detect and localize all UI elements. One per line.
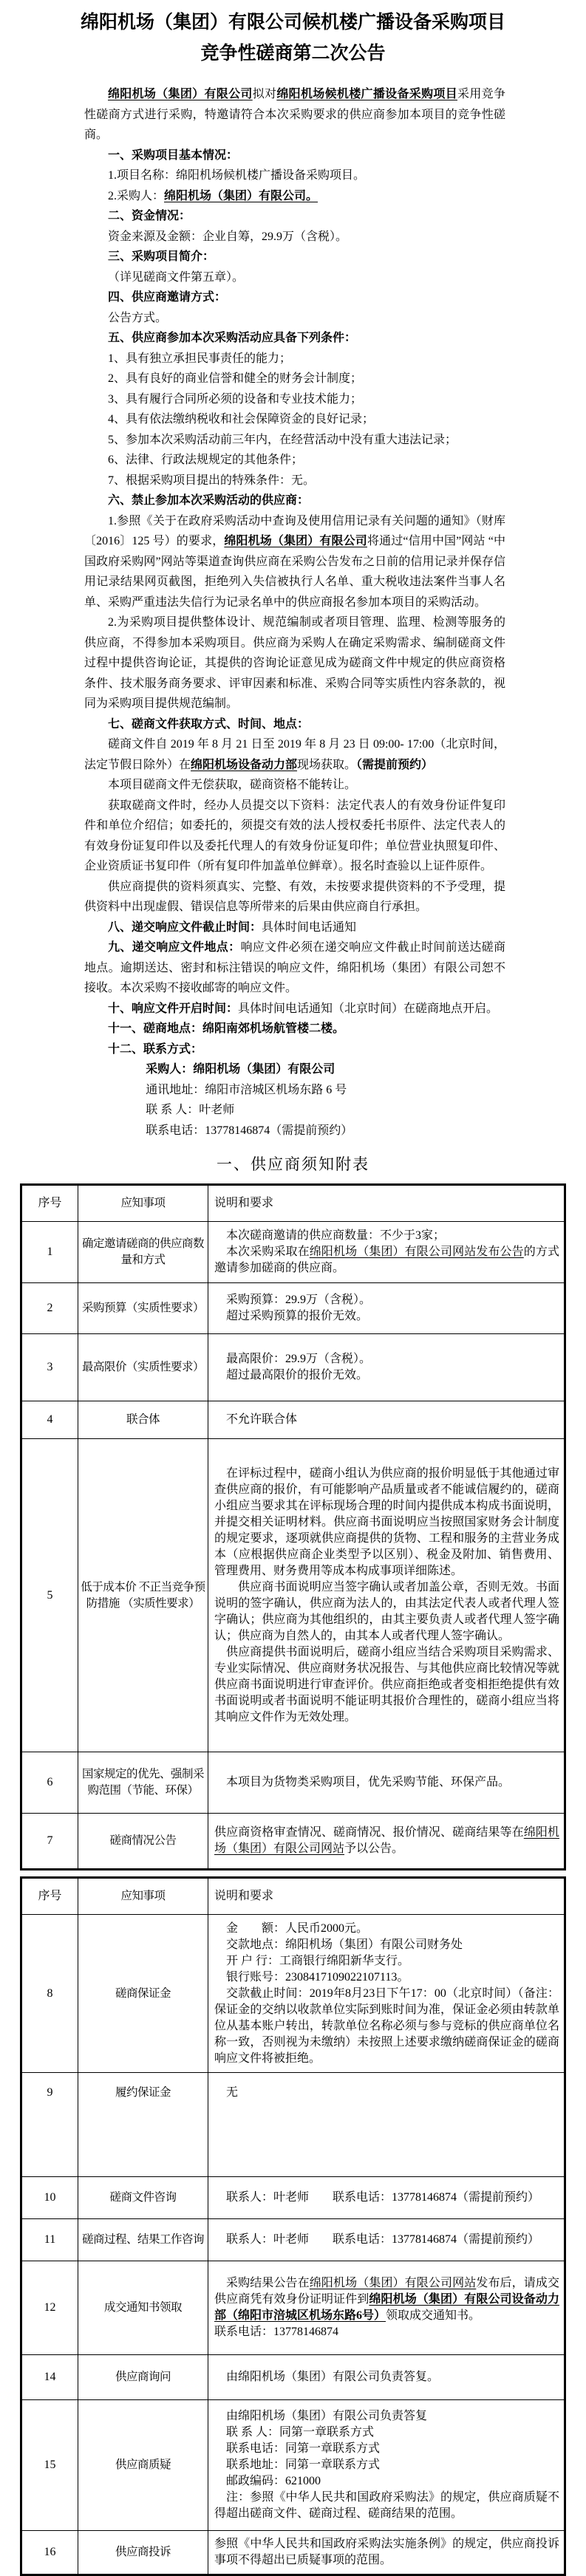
text-segment: 获取磋商文件时，经办人员提交以下资料：法定代表人的有效身份证件复印件和单位介绍信；如委托的，须提交有效的法人授权委托书原件、法定代表人的有效身份证复印件以及委托代理人的有效身份证复印件；单位营业执照复印件、企业资质证书复印件（所有复印件加盖单位鲜章）。报名时查验以上证件原件。 <box>84 799 505 872</box>
row-number: 5 <box>21 1439 78 1752</box>
row-requirements <box>208 2531 565 2575</box>
title-line-1: 绵阳机场（集团）有限公司候机楼广播设备采购项目 <box>80 13 505 33</box>
row-number: 1 <box>21 1222 78 1283</box>
paragraph <box>84 1039 505 1060</box>
table-row <box>21 1915 565 2073</box>
paragraph <box>214 1466 559 1579</box>
paragraph <box>84 796 505 877</box>
row-number: 7 <box>21 1814 78 1870</box>
supplier-notice-table-2 <box>20 1876 566 2576</box>
text-segment: 本次磋商邀请的供应商数量：不少于3家； <box>226 1229 446 1242</box>
text-segment: 磋商文件自 2019 年 8 月 21 日至 2019 年 8 月 23 日 09:00- 17:00（北京时间，法定节假日除外）在 <box>84 738 505 771</box>
paragraph <box>214 1367 559 1384</box>
row-number: 11 <box>21 2219 78 2261</box>
paragraph <box>214 1308 559 1325</box>
text-segment: 联系人：叶老师 联系电话：13778146874（需提前预约） <box>226 2191 540 2204</box>
row-requirements <box>208 1915 565 2073</box>
column-header: 应知事项 <box>78 1878 208 1915</box>
text-segment: 联 系 人：叶老师 <box>146 1104 235 1116</box>
paragraph <box>214 2408 559 2425</box>
row-item-label: 联合体 <box>78 1401 208 1439</box>
paragraph <box>214 1969 559 1986</box>
paragraph <box>84 287 505 308</box>
row-requirements <box>208 1401 565 1439</box>
text-segment: （详见磋商文件第五章）。 <box>108 270 245 284</box>
row-requirements <box>208 1814 565 1870</box>
row-item-label: 磋商保证金 <box>78 1915 208 2073</box>
text-segment: 由绵阳机场（集团）有限公司负责答复。 <box>226 2371 440 2383</box>
paragraph <box>214 2190 559 2206</box>
text-segment: 采购预算：29.9万（含税）。 <box>226 1294 372 1306</box>
text-segment: 八、递交响应文件截止时间： <box>108 920 262 934</box>
paragraph <box>214 1412 559 1428</box>
paragraph <box>214 1351 559 1367</box>
row-requirements <box>208 1752 565 1814</box>
table-row <box>21 2531 565 2575</box>
text-segment: 现场获取。 <box>297 758 357 771</box>
paragraph <box>84 1121 505 1141</box>
text-segment: 本项目为货物类采购项目，优先采购节能、环保产品。 <box>226 1776 511 1788</box>
paragraph <box>214 1953 559 1969</box>
text-segment: 供应商书面说明应当签字确认或者加盖公章，否则无效。书面说明的签字确认，供应商为法人的，由其法定代表人或者代理人签字确认；供应商为其他组织的，由其主要负责人或者代理人签字确认；供应商为自然人的，由其本人或者代理人签字确认。 <box>214 1580 559 1642</box>
paragraph <box>84 328 505 349</box>
text-segment: 九、递交响应文件地点： <box>108 941 241 954</box>
row-number: 15 <box>21 2400 78 2531</box>
text-segment: 注：参照《中华人民共和国政府采购法》的规定，供应商质疑不得超出磋商文件、磋商过程、磋商结果的范围。 <box>214 2491 559 2520</box>
paragraph <box>214 1228 559 1244</box>
text-segment: 绵阳机场（集团）有限公司。 <box>164 189 318 202</box>
text-segment: 最高限价：29.9万（含税）。 <box>226 1353 372 1365</box>
row-requirements <box>208 1222 565 1283</box>
paragraph <box>84 937 505 999</box>
row-requirements <box>208 1334 565 1401</box>
paragraph <box>84 714 505 735</box>
text-segment: 金 额：人民币2000元。 <box>226 1921 369 1935</box>
text-segment: 将通过“信用中国”网站 “中国政府采购网”网站等渠道查询供应商在采购公告发布之日前的信用记录并保存信用记录结果网页截图，拒绝列入失信被执行人名单、重大税收违法案件当事人名单、采购严重违法失信行为记录名单中的供应商报名参加本项目的采购活动。 <box>84 535 505 609</box>
text-segment: 1.项目名称：绵阳机场候机楼广播设备采购项目。 <box>108 169 366 182</box>
row-item-label: 低于成本价 不正当竞争预防措施 （实质性要求） <box>78 1439 208 1752</box>
text-segment: 公告方式。 <box>108 311 168 324</box>
column-header: 序号 <box>21 1878 78 1915</box>
paragraph <box>214 2473 559 2490</box>
table-row <box>21 2355 565 2400</box>
text-segment: 拟对 <box>252 88 277 100</box>
text-segment: 领取成交通知书。 <box>386 2309 481 2322</box>
text-segment: 不允许联合体 <box>226 1413 298 1426</box>
paragraph <box>214 2232 559 2248</box>
text-segment: 1.参照《关于在政府采购活动中查询及使用信用记录有关问题的通知》（财库〔2016〕125 号）的要求， <box>84 514 505 547</box>
row-item-label: 磋商文件咨询 <box>78 2177 208 2219</box>
text-segment: 参照《中华人民共和国政府采购法实施条例》的规定，供应商投诉事项不得超出已质疑事项的范围。 <box>214 2538 559 2566</box>
paragraph <box>84 491 505 511</box>
text-segment: 3、具有履行合同所必须的设备和专业技术能力； <box>108 392 363 406</box>
text-segment: 联系人：叶老师 联系电话：13778146874（需提前预约） <box>226 2233 540 2246</box>
text-segment: 联系电话：同第一章联系方式 <box>226 2442 381 2455</box>
text-segment: 绵阳机场候机楼广播设备采购项目 <box>276 88 458 100</box>
column-header: 序号 <box>21 1185 78 1222</box>
row-requirements <box>208 2219 565 2261</box>
row-item-label: 磋商过程、结果工作咨询 <box>78 2219 208 2261</box>
paragraph <box>84 84 505 146</box>
text-segment: 十、响应文件开启时间： <box>108 1002 239 1015</box>
text-segment: 本项目磋商文件无偿获取，磋商资格不能转让。 <box>108 779 357 791</box>
table-row <box>21 1334 565 1401</box>
paragraph <box>214 2441 559 2457</box>
paragraph <box>214 2275 559 2324</box>
paragraph <box>214 2490 559 2522</box>
row-number: 6 <box>21 1752 78 1814</box>
paragraph <box>84 1059 505 1080</box>
paragraph <box>84 247 505 267</box>
paragraph <box>84 734 505 775</box>
row-number: 3 <box>21 1334 78 1401</box>
text-segment: 联系地址：同第一章联系方式 <box>226 2459 381 2471</box>
text-segment: 三、采购项目简介： <box>108 250 215 263</box>
row-requirements <box>208 2355 565 2400</box>
row-number: 8 <box>21 1915 78 2073</box>
paragraph <box>84 775 505 796</box>
text-segment: 绵阳机场（集团）有限公司 <box>224 535 367 547</box>
table-row <box>21 2261 565 2355</box>
table-header-row <box>21 1185 565 1222</box>
document-title <box>0 0 586 69</box>
text-segment: 一、采购项目基本情况： <box>108 148 239 162</box>
row-requirements <box>208 2073 565 2177</box>
text-segment: 六、禁止参加本次采购活动的供应商： <box>108 494 310 507</box>
text-segment: 绵阳机场（集团）有限公司 <box>108 88 253 100</box>
text-segment: 具体时间电话通知（北京时间）在磋商地点开启。 <box>238 1002 499 1015</box>
paragraph <box>214 2457 559 2473</box>
paragraph <box>84 918 505 938</box>
column-header: 应知事项 <box>78 1185 208 1222</box>
body-paragraphs <box>84 84 505 1141</box>
paragraph <box>214 1986 559 2067</box>
table-row <box>21 2177 565 2219</box>
text-segment: 采购人：绵阳机场（集团）有限公司 <box>146 1063 335 1076</box>
row-item-label: 确定邀请磋商的供应商数量和方式 <box>78 1222 208 1283</box>
title-line-2: 竞争性磋商第二次公告 <box>200 44 386 64</box>
table-row <box>21 1401 565 1439</box>
paragraph <box>214 2536 559 2569</box>
text-segment: 的方式邀请参加磋商的供应商。 <box>214 1246 559 1274</box>
paragraph <box>84 146 505 166</box>
table-row <box>21 1814 565 1870</box>
paragraph <box>84 612 505 714</box>
paragraph <box>84 186 505 207</box>
row-item-label: 磋商情况公告 <box>78 1814 208 1870</box>
column-header: 说明和要求 <box>208 1185 565 1222</box>
table-header-row <box>21 1878 565 1915</box>
paragraph <box>84 450 505 471</box>
row-number: 12 <box>21 2261 78 2355</box>
paragraph <box>84 511 505 613</box>
row-number: 9 <box>21 2073 78 2177</box>
text-segment: 邮政编码：621000 <box>226 2475 321 2487</box>
paragraph <box>214 1292 559 1308</box>
text-segment: 在评标过程中，磋商小组认为供应商的报价明显低于其他通过审查供应商的报价，有可能影响产品质量或者不能诚信履约的，磋商小组应当要求其在评标现场合理的时间内提供成本构成书面说明，并提交相关证明材料。供应商书面说明应当按照国家财务会计制度的规定要求，逐项就供应商提供的货物、工程和服务的主营业务成本（应根据供应商企业类型予以区别）、税金及附加、销售费用、管理费用、财务费用等成本构成事项详细陈述。 <box>214 1466 559 1577</box>
column-header: 说明和要求 <box>208 1878 565 1915</box>
text-segment: 由绵阳机场（集团）有限公司负责答复 <box>226 2410 428 2422</box>
text-segment: 2、具有良好的商业信誉和健全的财务会计制度； <box>108 372 363 385</box>
row-item-label: 供应商投诉 <box>78 2531 208 2575</box>
text-segment: 供应商提供书面说明后，磋商小组应当结合采购项目采购需求、专业实际情况、供应商财务状况报告、与其他供应商比较情况等就供应商书面说明进行审查评价。供应商拒绝或者变相拒绝提供有效书面说明或者书面说明不能证明其报价合理性的，磋商小组应当将其响应文件作为无效处理。 <box>214 1645 559 1723</box>
text-segment: 十一、磋商地点：绵阳南郊机场航管楼二楼。 <box>108 1022 345 1035</box>
paragraph <box>214 2369 559 2385</box>
paragraph <box>214 2324 559 2340</box>
row-number: 14 <box>21 2355 78 2400</box>
paragraph <box>84 999 505 1019</box>
paragraph <box>84 430 505 451</box>
paragraph <box>84 206 505 227</box>
text-segment: 超过采购预算的报价无效。 <box>226 1310 369 1322</box>
paragraph <box>84 1080 505 1101</box>
appendix-heading: 一、供应商须知附表 <box>217 1155 369 1173</box>
text-segment: 联 系 人：同第一章联系方式 <box>226 2426 375 2439</box>
text-segment: 绵阳机场（集团）有限公司网站 <box>309 2277 477 2289</box>
text-segment: 5、参加本次采购活动前三年内，在经营活动中没有重大违法记录； <box>108 433 457 446</box>
paragraph <box>214 2085 559 2101</box>
supplier-notice-table-1 <box>20 1183 566 1870</box>
text-segment: 响应文件必须在递交响应文件截止时间前送达磋商地点。逾期送达、密封和标注错误的响应文件，绵阳机场（集团）有限公司恕不接收。本次采购不接收邮寄的响应文件。 <box>84 941 505 994</box>
row-requirements <box>208 1439 565 1752</box>
text-segment: 发布后，请成交供应商凭有效身份证明证件到 <box>214 2277 559 2306</box>
row-requirements <box>208 2177 565 2219</box>
paragraph <box>84 409 505 430</box>
text-segment: （需提前预约） <box>356 758 434 771</box>
row-item-label: 最高限价（实质性要求） <box>78 1334 208 1401</box>
text-segment: 联系电话：13778146874 <box>214 2326 339 2338</box>
row-number: 4 <box>21 1401 78 1439</box>
text-segment: 本次采购采取在 <box>226 1246 310 1258</box>
table-row <box>21 1222 565 1283</box>
text-segment: 开 户 行：工商银行绵阳新华支行。 <box>226 1954 410 1967</box>
text-segment: 具体时间电话通知 <box>262 920 357 934</box>
paragraph <box>84 1100 505 1121</box>
paragraph <box>84 349 505 369</box>
paragraph <box>84 389 505 410</box>
text-segment: 2.采购人： <box>108 189 165 202</box>
paragraph <box>214 1774 559 1791</box>
text-segment: 银行账号：2308417109022107113。 <box>226 1970 409 1984</box>
paragraph <box>214 2425 559 2441</box>
row-item-label: 成交通知书领取 <box>78 2261 208 2355</box>
paragraph <box>84 165 505 186</box>
table-row <box>21 1752 565 1814</box>
text-segment: 供应商提供的资料须真实、完整、有效，未按要求提供资料的不予受理，提供资料中出现虚假、错误信息等所带来的后果由供应商自行承担。 <box>84 880 505 913</box>
paragraph <box>84 471 505 491</box>
table-row <box>21 2073 565 2177</box>
table-row <box>21 1439 565 1752</box>
text-segment: 资金来源及金额：企业自筹，29.9万（含税）。 <box>108 230 348 243</box>
paragraph <box>214 1921 559 1937</box>
text-segment: 七、磋商文件获取方式、时间、地点： <box>108 717 310 731</box>
text-segment: 联系电话：13778146874（需提前预约） <box>146 1124 353 1137</box>
text-segment: 十二、联系方式： <box>108 1042 203 1056</box>
text-segment: 2.为采购项目提供整体设计、规范编制或者项目管理、监理、检测等服务的供应商，不得参加本采购项目。供应商为采购人在确定采购需求、编制磋商文件过程中提供咨询论证，其提供的咨询论证意见成为磋商文件中规定的供应商资格条件、技术服务商务要求、评审因素和标准、采购合同等实质性内容条款的，视同为采购项目提供规范编制。 <box>84 616 505 710</box>
table-row <box>21 2219 565 2261</box>
text-segment: 交款截止时间：2019年8月23日下午17：00（北京时间）（备注：保证金的交纳以收款单位实际到账时间为准，保证金必须由转款单位从基本账户转出，转款单位名称必须与参与竞标的供应商单位名称一致，否则视为未缴纳）未按照上述要求缴纳磋商保证金的磋商响应文件将被拒绝。 <box>214 1986 559 2065</box>
text-segment: 二、资金情况： <box>108 210 191 222</box>
paragraph <box>84 308 505 329</box>
text-segment: 7、根据采购项目提出的特殊条件：无。 <box>108 474 316 487</box>
table-row <box>21 2400 565 2531</box>
row-requirements <box>208 2400 565 2531</box>
paragraph <box>84 267 505 288</box>
text-segment: 四、供应商邀请方式： <box>108 291 227 304</box>
row-number: 16 <box>21 2531 78 2575</box>
paragraph <box>214 1825 559 1857</box>
paragraph <box>214 1644 559 1726</box>
text-segment: 超过最高限价的报价无效。 <box>226 1369 369 1381</box>
paragraph <box>84 1019 505 1039</box>
row-item-label: 供应商询问 <box>78 2355 208 2400</box>
text-segment: 6、法律、行政法规规定的其他条件； <box>108 454 304 466</box>
row-requirements <box>208 2261 565 2355</box>
text-segment: 绵阳机场（集团）有限公司网站发布公告 <box>309 1246 524 1258</box>
row-number: 10 <box>21 2177 78 2219</box>
text-segment: 绵阳机场设备动力部 <box>191 758 298 771</box>
paragraph <box>214 1937 559 1953</box>
text-segment: 通讯地址：绵阳市涪城区机场东路 6 号 <box>146 1083 347 1096</box>
paragraph <box>84 227 505 247</box>
text-segment: 采用竞争性磋商方式进行采购，特邀请符合本次采购要求的供应商参加本项目的竞争性磋商。 <box>84 88 505 141</box>
text-segment: 交款地点：绵阳机场（集团）有限公司财务处 <box>226 1938 463 1951</box>
text-segment: 1、具有独立承担民事责任的能力； <box>108 352 292 365</box>
text-segment: 予以公告。 <box>344 1842 404 1855</box>
row-item-label: 供应商质疑 <box>78 2400 208 2531</box>
paragraph <box>214 1244 559 1277</box>
paragraph <box>84 369 505 389</box>
text-segment: 采购结果公告在 <box>226 2277 310 2289</box>
row-item-label: 采购预算（实质性要求） <box>78 1283 208 1334</box>
row-item-label: 国家规定的优先、强制采购范围（节能、环保） <box>78 1752 208 1814</box>
paragraph <box>84 877 505 918</box>
text-segment: 供应商资格审查情况、磋商情况、报价情况、磋商结果等在 <box>214 1826 524 1839</box>
text-segment: 绵阳机场（集团）有限公司设备动力部（绵阳市涪城区机场东路6号） <box>214 2293 559 2322</box>
paragraph <box>214 1579 559 1644</box>
text-segment: 绵阳机场（集团）有限公司网站 <box>214 1826 559 1855</box>
text-segment: 4、具有依法缴纳税收和社会保障资金的良好记录； <box>108 413 375 426</box>
row-item-label: 履约保证金 <box>78 2073 208 2177</box>
table-row <box>21 1283 565 1334</box>
text-segment: 无 <box>226 2086 239 2099</box>
row-number: 2 <box>21 1283 78 1334</box>
row-requirements <box>208 1283 565 1334</box>
text-segment: 五、供应商参加本次采购活动应具备下列条件： <box>108 332 357 344</box>
